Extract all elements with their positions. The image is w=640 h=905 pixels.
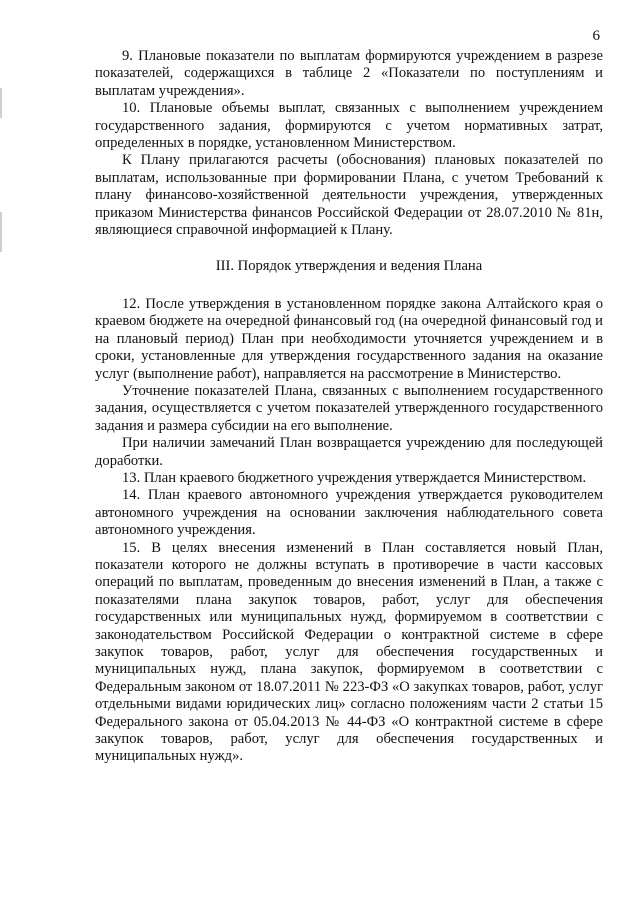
paragraph-15: 15. В целях внесения изменений в План составляется новый План, показатели которого не должны вступать в противоречие в части кассовых операций по выплатам, проведенным до внесения изменений в План, а также с показателями плана закупок товаров, работ, услуг для обеспечения государственных или муниципальных нужд, формируемом в соответствии с законодательством Российской Федерации о контрактной системе в сфере закупок товаров, работ, услуг для обеспечения государственных и муниципальных нужд, плана закупок, формируемом в соответствии с Федеральным законом от 18.07.2011 № 223-ФЗ «О закупках товаров, работ, услуг отдельными видами юридических лиц» согласно положениям части 2 статьи 15 Федерального закона от 05.04.2013 № 44-ФЗ «О контрактной системе в сфере закупок товаров, работ, услуг для обеспечения государственных и муниципальных нужд». [95,539,603,765]
paragraph-remarks: При наличии замечаний План возвращается учреждению для последующей доработки. [95,435,603,469]
paragraph-9: 9. Плановые показатели по выплатам формируются учреждением в разрезе показателей, содержащихся в таблице 2 «Показатели по поступлениям и выплатам учреждения». [95,48,603,99]
paragraph-clarification: Уточнение показателей Плана, связанных с выполнением государственного задания, осуществляется с учетом показателей утвержденного государственного задания и размера субсидии на его выполнение. [95,382,603,434]
page-number: 6 [592,28,600,44]
section-heading: III. Порядок утверждения и ведения Плана [215,258,483,275]
paragraph-12: 12. После утверждения в установленном порядке закона Алтайского края о краевом бюджете на очередной финансовый год (на очередной финансовый год и на плановый период) План при необходимости уточняется учреждением и в сроки, установленные для утверждения государственного задания на оказание услуг (выполнение работ), направляется на рассмотрение в Министерство. [95,295,603,382]
document-body [95,48,603,766]
scan-margin-mark [0,88,2,118]
paragraph-attachments: К Плану прилагаются расчеты (обоснования) плановых показателей по выплатам, использованные при формировании Плана, с учетом Требований к плану финансово-хозяйственной деятельности учреждения, утвержденных приказом Министерства финансов Российской Федерации от 28.07.2010 № 81н, являющиеся справочной информацией к Плану. [95,152,603,239]
paragraph-14: 14. План краевого автономного учреждения утверждается руководителем автономного учреждения на основании заключения наблюдательного совета автономного учреждения. [95,487,603,539]
paragraph-13: 13. План краевого бюджетного учреждения утверждается Министерством. [122,469,587,486]
paragraph-10: 10. Плановые объемы выплат, связанных с выполнением учреждением государственного задания, формируются с учетом нормативных затрат, определенных в порядке, установленном Министерством. [95,100,603,152]
scan-margin-mark [0,212,2,252]
